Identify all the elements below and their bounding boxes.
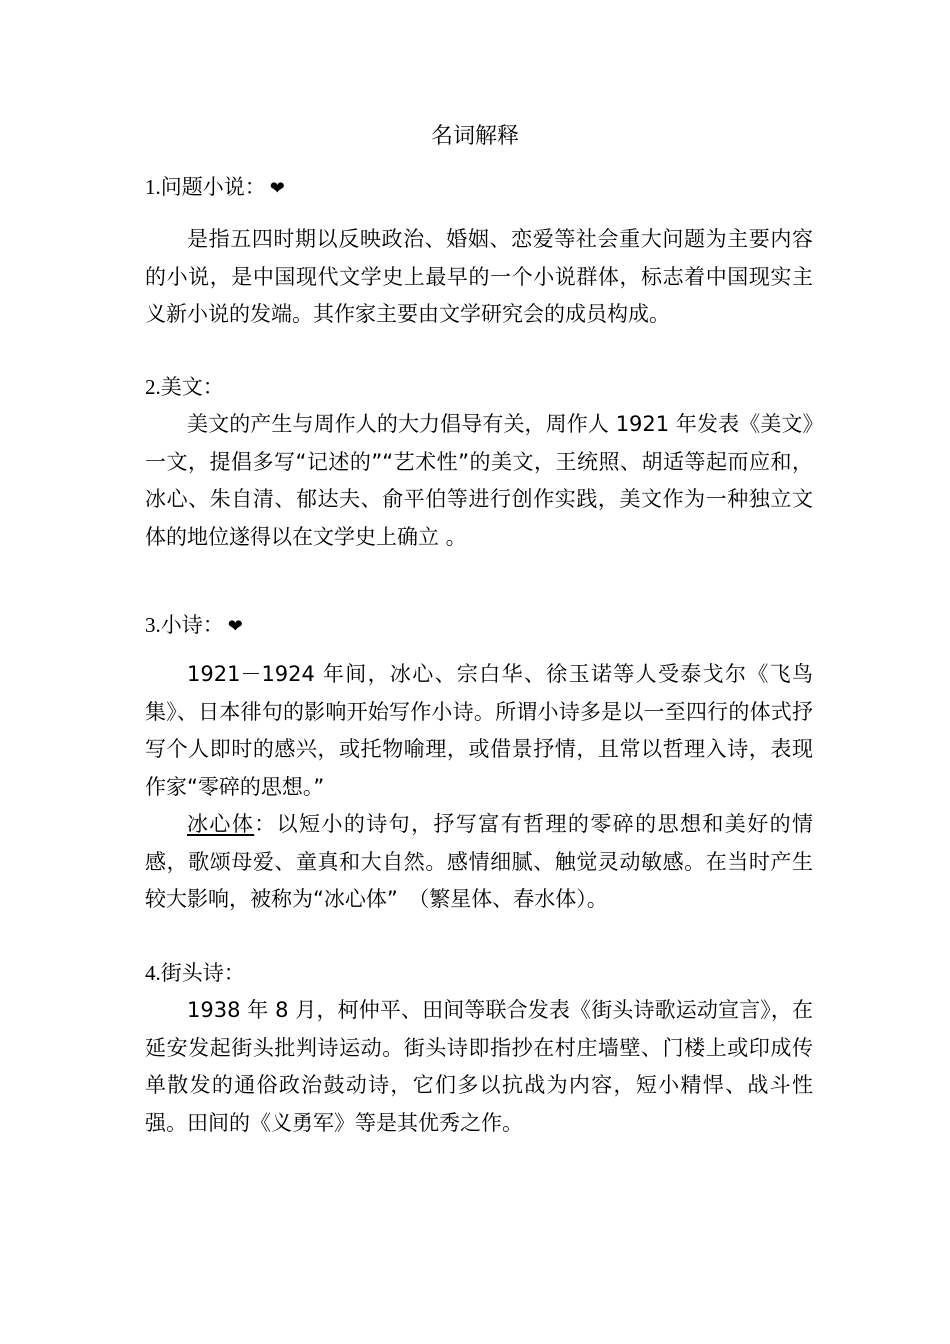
section-heading-2 [145, 372, 224, 402]
section-heading-3 [145, 610, 243, 642]
section-paragraph-4: 1938 年 8 月，柯仲平、田间等联合发表《街头诗歌运动宣言》，在延安发起街头批判诗运动。街头诗即指抄在村庄墙壁、门楼上或印成传单散发的通俗政治鼓动诗，它们多以抗战为内容，短小精悍、战斗性强。田间的《义勇军》等是其优秀之作。 [145, 998, 813, 1135]
section-number: 3. [145, 613, 161, 637]
sub-term-paragraph [145, 806, 813, 919]
heart-icon: ❤ [227, 616, 243, 637]
section-title: 美文： [160, 375, 224, 399]
section-title: 问题小说： [160, 175, 266, 199]
section-heading-1 [145, 172, 285, 204]
section-number: 2. [145, 375, 161, 399]
sub-term-text: ：以短小的诗句，抒写富有哲理的零碎的思想和美好的情感，歌颂母爱、童真和大自然。感情细腻、触觉灵动敏感。在当时产生较大影响，被称为“冰心体” （繁星体、春水体）。 [145, 812, 814, 911]
section-paragraph-3: 1921－1924 年间，冰心、宗白华、徐玉诺等人受泰戈尔《飞鸟集》、日本徘句的影响开始写作小诗。所谓小诗多是以一至四行的体式抒写个人即时的感兴，或托物喻理，或借景抒情，且常以哲理入诗，表现作家“零碎的思想。” [145, 662, 813, 799]
sub-term: 冰心体 [187, 812, 255, 836]
section-heading-4 [145, 958, 245, 988]
page-title: 名词解释 [430, 124, 519, 149]
heart-icon: ❤ [269, 178, 285, 199]
section-paragraph-2: 美文的产生与周作人的大力倡导有关，周作人 1921 年发表《美文》一文，提倡多写“记述的”“艺术性”的美文，王统照、胡适等起而应和，冰心、朱自清、郁达夫、俞平伯等进行创作实践，美文作为一种独立文体的地位遂得以在文学史上确立 。 [145, 412, 813, 549]
section-paragraph-1: 是指五四时期以反映政治、婚姻、恋爱等社会重大问题为主要内容的小说，是中国现代文学史上最早的一个小说群体，标志着中国现实主义新小说的发端。其作家主要由文学研究会的成员构成。 [145, 227, 813, 326]
section-title: 街头诗： [160, 961, 245, 985]
section-title: 小诗： [160, 613, 224, 637]
section-number: 1. [145, 175, 161, 199]
section-number: 4. [145, 961, 161, 985]
